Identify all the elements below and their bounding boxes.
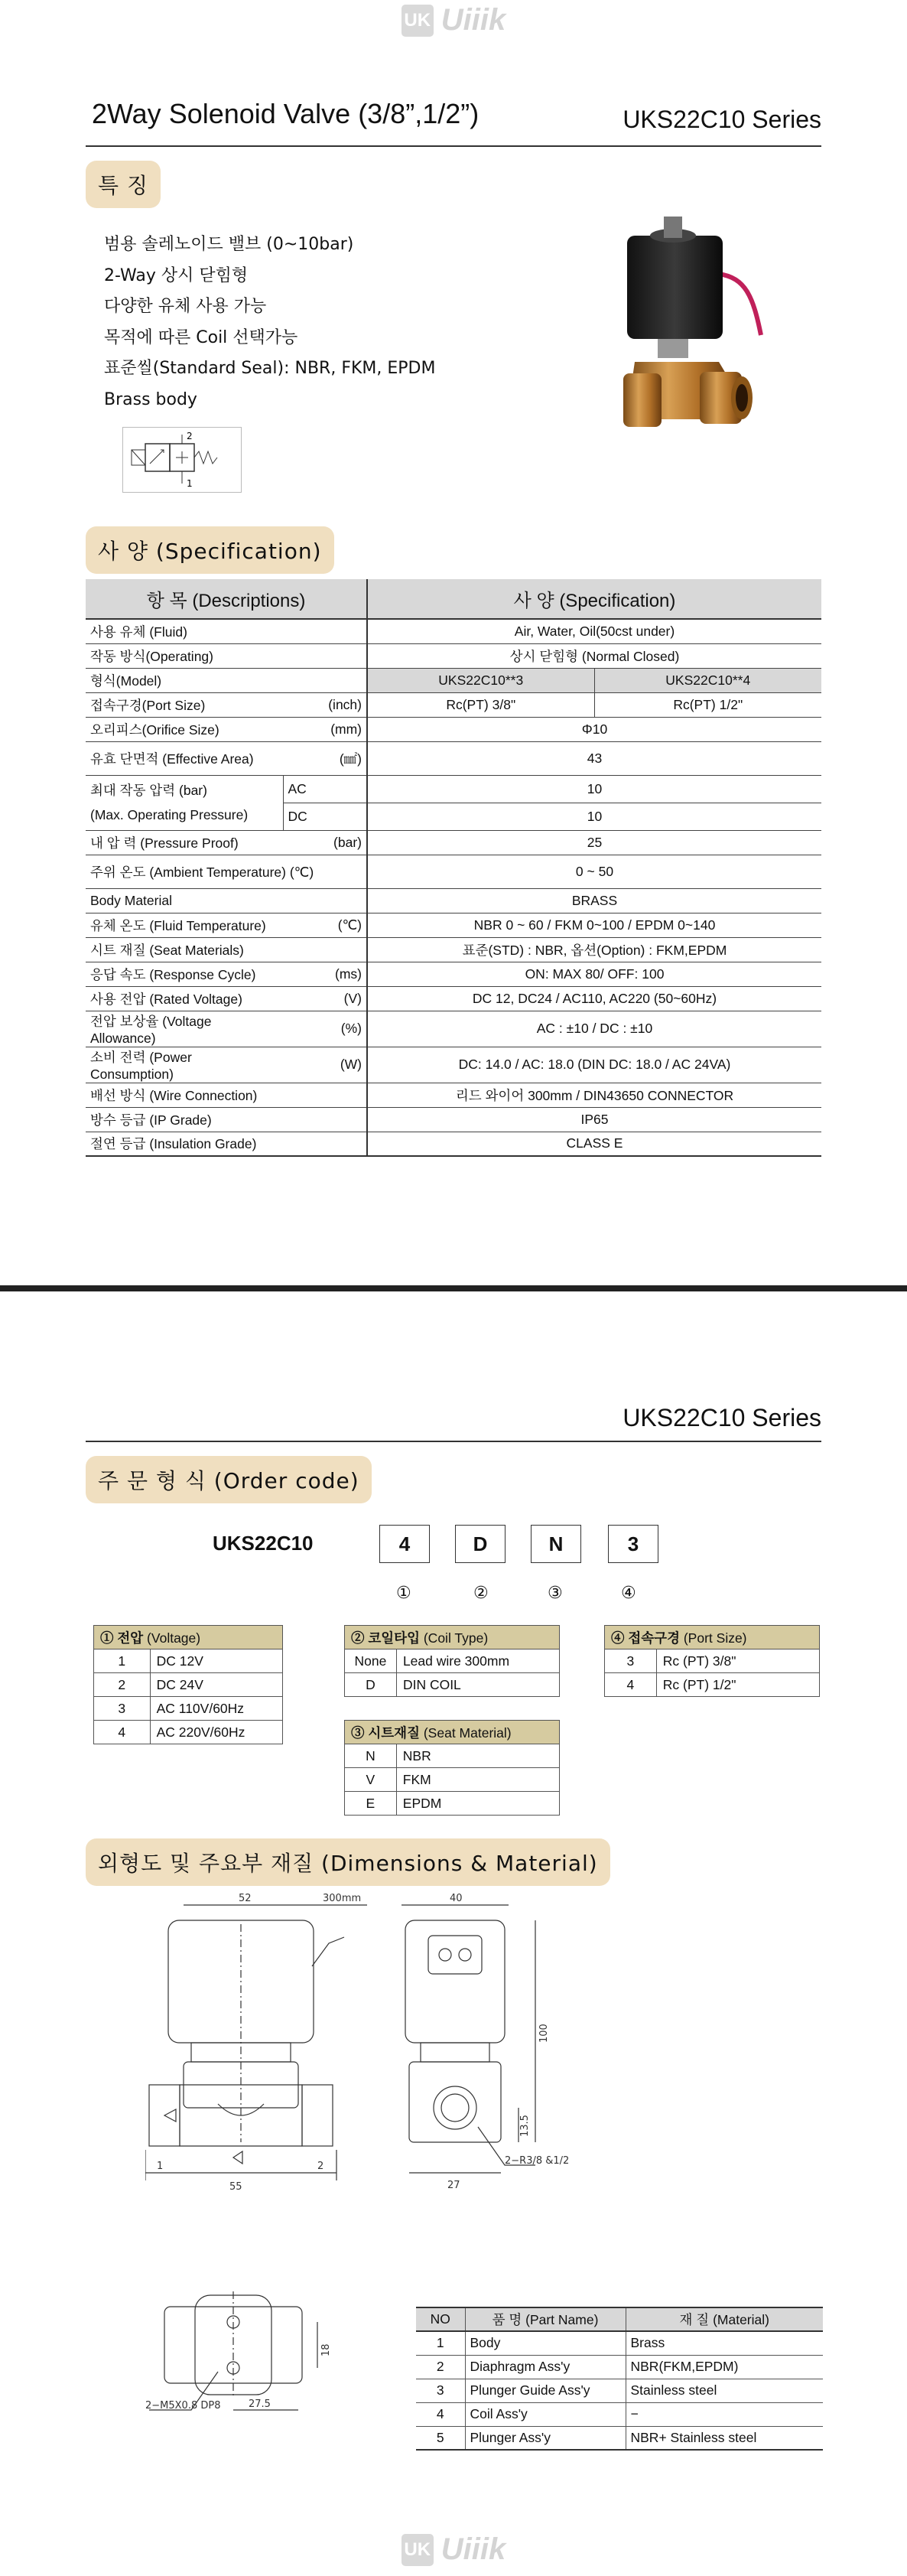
spec-row <box>86 962 821 986</box>
spec-label-cell: 오리피스(Orifice Size) <box>86 717 283 741</box>
part-material: Stainless steel <box>626 2379 823 2402</box>
bottom-view-drawing <box>145 2291 332 2412</box>
brand-logo-text: Uiiik <box>440 3 506 37</box>
table-row <box>416 2355 823 2379</box>
spec-value-cell: 리드 와이어 300mm / DIN43650 CONNECTOR <box>367 1083 821 1107</box>
feature-item: Brass body <box>104 389 197 409</box>
spec-row <box>86 913 821 937</box>
parts-header-no: NO <box>416 2307 465 2331</box>
spec-unit-cell: (bar) <box>283 830 367 855</box>
dim-13-5: 13.5 <box>519 2115 531 2137</box>
seat-material-table <box>344 1720 560 1816</box>
table-row <box>94 1697 283 1721</box>
seat-title-en: (Seat Material) <box>423 1724 512 1741</box>
spec-row <box>86 619 821 643</box>
brand-logo-text: Uiiik <box>440 2532 506 2566</box>
spec-row <box>86 855 821 888</box>
spec-value-cell: 표준(STD) : NBR, 옵션(Option) : FKM,EPDM <box>367 937 821 962</box>
seat-table-title <box>345 1721 560 1744</box>
spec-row <box>86 668 821 692</box>
dimensions-label: 외형도 및 주요부 재질 (Dimensions & Material) <box>86 1838 610 1886</box>
spec-label-cell <box>86 775 283 830</box>
brand-logo <box>0 3 907 37</box>
coil-title-ko: ② 코일타입 <box>351 1630 420 1646</box>
spec-value-cell: 25 <box>367 830 821 855</box>
spec-label-cell: 배선 방식 (Wire Connection) <box>86 1083 367 1107</box>
parts-header-row <box>416 2307 823 2331</box>
seat-code: E <box>345 1792 397 1816</box>
seat-title-ko: ③ 시트재질 <box>351 1724 420 1741</box>
spec-row <box>86 986 821 1011</box>
spec-label-cell: 소비 전력 (Power Consumption) <box>86 1047 283 1083</box>
dim-18: 18 <box>320 2343 332 2356</box>
header-rule-page2 <box>86 1441 821 1442</box>
spec-value-cell: 0 ~ 50 <box>367 855 821 888</box>
part-no: 5 <box>416 2426 465 2450</box>
spec-unit-cell: (mm) <box>283 717 367 741</box>
voltage-title-ko: ① 전압 <box>100 1630 144 1646</box>
spec-row <box>86 1047 821 1083</box>
coil-table-title <box>345 1626 560 1649</box>
dim-27-5: 27.5 <box>249 2399 271 2410</box>
spec-value-cell: DC 12, DC24 / AC110, AC220 (50~60Hz) <box>367 986 821 1011</box>
symbol-port-1: 1 <box>187 478 193 489</box>
symbol-port-2: 2 <box>187 431 193 441</box>
spec-row <box>86 643 821 668</box>
spec-header-specification: 사 양 (Specification) <box>367 579 821 619</box>
spec-label-cell: 사용 유체 (Fluid) <box>86 619 367 643</box>
table-row <box>345 1744 560 1768</box>
side-view-drawing <box>401 1893 569 2191</box>
table-row <box>605 1649 820 1673</box>
dim-port-1: 1 <box>157 2161 164 2172</box>
spec-header-descriptions: 항 목 (Descriptions) <box>86 579 367 619</box>
features-label: 특 징 <box>86 161 161 208</box>
part-no: 1 <box>416 2331 465 2355</box>
dim-300mm: 300mm <box>323 1893 362 1904</box>
parts-header-name: 품 명 (Part Name) <box>465 2307 626 2331</box>
seat-code: V <box>345 1768 397 1792</box>
spec-value-cell: ON: MAX 80/ OFF: 100 <box>367 962 821 986</box>
spec-row <box>86 888 821 913</box>
voltage-code: 2 <box>94 1673 151 1697</box>
voltage-table-title <box>94 1626 283 1649</box>
page-divider <box>0 1285 907 1291</box>
part-material: − <box>626 2402 823 2426</box>
spec-value-cell: BRASS <box>367 888 821 913</box>
coil-title-en: (Coil Type) <box>423 1630 489 1646</box>
spec-unit-cell: (%) <box>283 1011 367 1047</box>
seat-value: EPDM <box>396 1792 559 1816</box>
spec-unit-cell: (ms) <box>283 962 367 986</box>
spec-label-cell: 유체 온도 (Fluid Temperature) <box>86 913 283 937</box>
spec-label-cell: 내 압 력 (Pressure Proof) <box>86 830 283 855</box>
order-code-coil: D <box>455 1525 506 1563</box>
feature-item: 표준씰(Standard Seal): NBR, FKM, EPDM <box>104 359 436 378</box>
dim-hole: 2−M5X0.8 DP8 <box>145 2400 221 2412</box>
order-code-seat: N <box>531 1525 581 1563</box>
spec-row <box>86 741 821 775</box>
voltage-code: 4 <box>94 1721 151 1744</box>
spec-row <box>86 937 821 962</box>
table-row <box>416 2426 823 2450</box>
model-3-header: UKS22C10**3 <box>367 668 594 692</box>
part-no: 2 <box>416 2355 465 2379</box>
dim-55: 55 <box>229 2181 242 2193</box>
spec-label-cell: 작동 방식(Operating) <box>86 643 367 668</box>
spec-value-cell: Air, Water, Oil(50cst under) <box>367 619 821 643</box>
part-name: Plunger Guide Ass'y <box>465 2379 626 2402</box>
spec-value-cell: Φ10 <box>367 717 821 741</box>
feature-item: 범용 솔레노이드 밸브 (0~10bar) <box>104 235 354 254</box>
spec-unit-cell: (W) <box>283 1047 367 1083</box>
valve-product-image <box>612 205 765 458</box>
dim-100: 100 <box>538 2024 550 2043</box>
spec-label-cell: 전압 보상율 (Voltage Allowance) <box>86 1011 283 1047</box>
spec-label-cell: 시트 재질 (Seat Materials) <box>86 937 367 962</box>
spec-label-cell: 접속구경(Port Size) <box>86 692 283 717</box>
spec-value-cell: 10 <box>367 803 821 830</box>
order-code-voltage: 4 <box>379 1525 430 1563</box>
mop-label-en: (Max. Operating Pressure) <box>90 807 249 822</box>
table-row <box>605 1673 820 1697</box>
voltage-value: DC 12V <box>150 1649 282 1673</box>
port-code: 4 <box>605 1673 657 1697</box>
order-num-1: ① <box>396 1584 411 1603</box>
part-name: Coil Ass'y <box>465 2402 626 2426</box>
spec-value-cell: CLASS E <box>367 1132 821 1156</box>
coil-value: Lead wire 300mm <box>396 1649 559 1673</box>
spec-row <box>86 1083 821 1107</box>
table-row <box>416 2402 823 2426</box>
part-material: NBR+ Stainless steel <box>626 2426 823 2450</box>
port-title-en: (Port Size) <box>683 1630 747 1646</box>
part-material: NBR(FKM,EPDM) <box>626 2355 823 2379</box>
coil-type-table <box>344 1625 560 1697</box>
part-name: Plunger Ass'y <box>465 2426 626 2450</box>
feature-item: 2-Way 상시 닫힘형 <box>104 265 249 285</box>
part-name: Body <box>465 2331 626 2355</box>
table-row <box>94 1721 283 1744</box>
mop-dc-label: DC <box>283 803 367 830</box>
spec-value-cell: IP65 <box>367 1107 821 1132</box>
coil-value: DIN COIL <box>396 1673 559 1697</box>
spec-value-cell: 상시 닫힘형 (Normal Closed) <box>367 643 821 668</box>
order-code-port: 3 <box>608 1525 658 1563</box>
voltage-code: 1 <box>94 1649 151 1673</box>
spec-label: 사 양 (Specification) <box>86 526 334 574</box>
spec-unit-cell: (㎟) <box>283 741 367 775</box>
port-value: Rc (PT) 1/2" <box>656 1673 819 1697</box>
parts-table <box>416 2307 823 2451</box>
order-code-label: 주 문 형 식 (Order code) <box>86 1456 372 1503</box>
coil-code: D <box>345 1673 397 1697</box>
spec-value-cell: 43 <box>367 741 821 775</box>
voltage-title-en: (Voltage) <box>147 1630 201 1646</box>
feature-list <box>104 230 435 415</box>
part-material: Brass <box>626 2331 823 2355</box>
seat-value: FKM <box>396 1768 559 1792</box>
voltage-table <box>93 1625 283 1744</box>
page-title: 2Way Solenoid Valve (3/8”,1/2”) <box>92 98 480 129</box>
table-row <box>345 1649 560 1673</box>
series-title: UKS22C10 Series <box>623 106 821 133</box>
coil-code: None <box>345 1649 397 1673</box>
order-model: UKS22C10 <box>213 1532 314 1555</box>
spec-row <box>86 1132 821 1156</box>
spec-row <box>86 830 821 855</box>
spec-label-cell: 형식(Model) <box>86 668 367 692</box>
spec-unit-cell: (inch) <box>283 692 367 717</box>
spec-row <box>86 717 821 741</box>
brand-logo-mark: UK <box>401 2534 434 2566</box>
spec-label-cell: 유효 단면적 (Effective Area) <box>86 741 283 775</box>
table-row <box>345 1792 560 1816</box>
voltage-code: 3 <box>94 1697 151 1721</box>
feature-item: 다양한 유체 사용 가능 <box>104 297 267 316</box>
series-title-page2: UKS22C10 Series <box>623 1404 821 1431</box>
table-row <box>94 1649 283 1673</box>
brand-logo-footer <box>0 2532 907 2567</box>
spec-label-cell: 응답 속도 (Response Cycle) <box>86 962 283 986</box>
order-num-3: ③ <box>548 1584 563 1603</box>
voltage-value: AC 110V/60Hz <box>150 1697 282 1721</box>
parts-header-material: 재 질 (Material) <box>626 2307 823 2331</box>
port-code: 3 <box>605 1649 657 1673</box>
brand-logo-mark: UK <box>401 5 434 37</box>
valve-symbol-diagram <box>122 427 242 493</box>
table-row <box>416 2331 823 2355</box>
spec-label-cell: 사용 전압 (Rated Voltage) <box>86 986 283 1011</box>
dim-thread: 2−R3/8 &1/2 <box>505 2155 570 2167</box>
spec-row <box>86 1107 821 1132</box>
dim-27: 27 <box>447 2180 460 2191</box>
dim-port-2: 2 <box>317 2161 324 2172</box>
seat-value: NBR <box>396 1744 559 1768</box>
spec-value-cell: AC : ±10 / DC : ±10 <box>367 1011 821 1047</box>
port-size-table <box>604 1625 820 1697</box>
spec-row <box>86 775 821 803</box>
spec-label-cell: 주위 온도 (Ambient Temperature) (℃) <box>86 855 367 888</box>
table-row <box>94 1673 283 1697</box>
order-num-2: ② <box>473 1584 489 1603</box>
spec-value-cell: Rc(PT) 1/2" <box>594 692 821 717</box>
dim-52: 52 <box>239 1893 252 1904</box>
port-title-ko: ④ 접속구경 <box>611 1630 680 1646</box>
model-4-header: UKS22C10**4 <box>594 668 821 692</box>
spec-table <box>86 579 821 1157</box>
spec-value-cell: 10 <box>367 775 821 803</box>
spec-value-cell: DC: 14.0 / AC: 18.0 (DIN DC: 18.0 / AC 24VA) <box>367 1047 821 1083</box>
spec-value-cell: NBR 0 ~ 60 / FKM 0~100 / EPDM 0~140 <box>367 913 821 937</box>
table-row <box>345 1768 560 1792</box>
port-table-title <box>605 1626 820 1649</box>
spec-label-cell: 방수 등급 (IP Grade) <box>86 1107 367 1132</box>
part-no: 4 <box>416 2402 465 2426</box>
spec-row <box>86 692 821 717</box>
seat-code: N <box>345 1744 397 1768</box>
spec-label-cell: Body Material <box>86 888 367 913</box>
spec-row <box>86 1011 821 1047</box>
spec-value-cell: Rc(PT) 3/8" <box>367 692 594 717</box>
part-name: Diaphragm Ass'y <box>465 2355 626 2379</box>
mop-label-ko: 최대 작동 압력 (bar) <box>90 783 207 798</box>
front-view-drawing <box>145 1893 367 2193</box>
spec-unit-cell: (V) <box>283 986 367 1011</box>
mop-ac-label: AC <box>283 775 367 803</box>
table-row <box>345 1673 560 1697</box>
header-rule <box>86 145 821 147</box>
order-num-4: ④ <box>621 1584 636 1603</box>
table-row <box>416 2379 823 2402</box>
voltage-value: DC 24V <box>150 1673 282 1697</box>
voltage-value: AC 220V/60Hz <box>150 1721 282 1744</box>
port-value: Rc (PT) 3/8" <box>656 1649 819 1673</box>
spec-unit-cell: (℃) <box>283 913 367 937</box>
spec-label-cell: 절연 등급 (Insulation Grade) <box>86 1132 367 1156</box>
feature-item: 목적에 따른 Coil 선택가능 <box>104 327 298 347</box>
dim-40: 40 <box>450 1893 463 1904</box>
part-no: 3 <box>416 2379 465 2402</box>
